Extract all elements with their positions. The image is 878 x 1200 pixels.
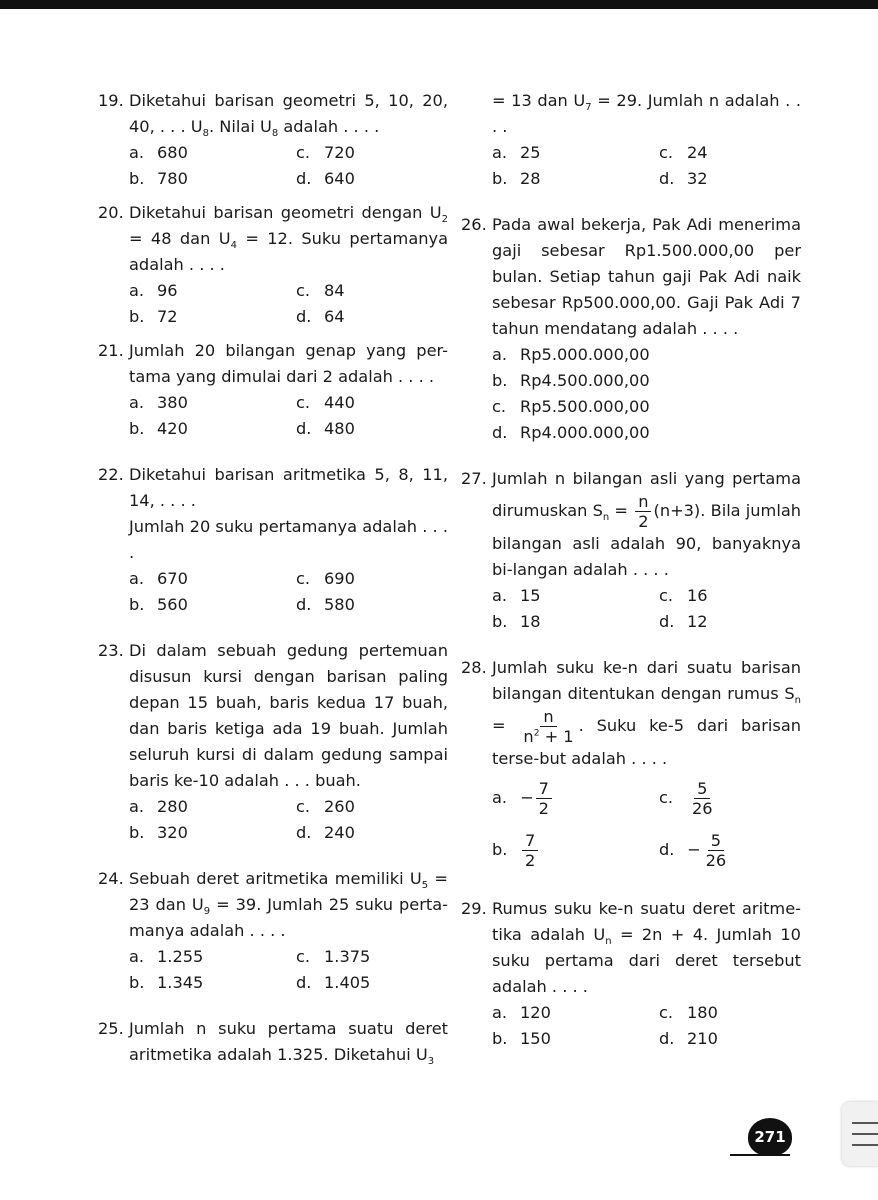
question-stem-part1: Jumlah n suku pertama suatu deret aritmetika adalah 1.325. Diketahui $U_3$ (129, 1019, 448, 1067)
option-b[interactable]: b. 560 (129, 595, 188, 614)
option-d[interactable]: d. 64 (296, 307, 345, 326)
question-number: 23. (98, 641, 124, 660)
page-number: 271 (754, 1128, 786, 1146)
option-b[interactable]: b. Rp4.500.000,00 (492, 371, 650, 390)
question-number: 24. (98, 869, 124, 888)
option-a[interactable]: a. 25 (492, 143, 541, 162)
option-b[interactable]: b. 18 (492, 612, 541, 631)
page-number-badge (748, 1118, 792, 1156)
question-number: 22. (98, 465, 124, 484)
option-a[interactable]: a. 280 (129, 797, 188, 816)
option-d[interactable]: d. 210 (659, 1029, 718, 1048)
question-number: 21. (98, 341, 124, 360)
option-b[interactable]: b. 150 (492, 1029, 551, 1048)
option-c[interactable]: c. Rp5.500.000,00 (492, 397, 650, 416)
option-a[interactable]: a. − $\frac{7}{2}$ (492, 772, 659, 824)
option-c[interactable]: c. 84 (296, 281, 345, 300)
question-24 (98, 866, 448, 996)
question-number: 20. (98, 203, 124, 222)
question-27 (461, 466, 801, 635)
question-21 (98, 338, 448, 442)
page-number-underline (730, 1154, 790, 1156)
option-a[interactable]: a. 380 (129, 393, 188, 412)
question-26 (461, 212, 801, 446)
option-d[interactable]: d. 580 (296, 595, 355, 614)
option-c[interactable]: c. 720 (296, 143, 355, 162)
option-c[interactable]: c. 260 (296, 797, 355, 816)
menu-icon[interactable] (842, 1102, 878, 1166)
option-c[interactable]: c. 1.375 (296, 947, 371, 966)
option-c[interactable]: c. 16 (659, 586, 708, 605)
question-stem: Sebuah deret aritmetika memiliki $U_5 = 23$ dan $U_9 = 39$. Jumlah 25 suku perta-manya adalah . . . . (129, 869, 448, 940)
option-b[interactable]: b. 28 (492, 169, 541, 188)
left-column (98, 88, 448, 1068)
question-29 (461, 896, 801, 1052)
option-a[interactable]: a. 96 (129, 281, 178, 300)
option-c[interactable]: c. $\frac{5}{26}$ (659, 778, 713, 818)
question-stem: Jumlah suku ke-n dari suatu barisan bilangan ditentukan dengan rumus $S_n$ = $\frac{n}{n^2 + 1}$ . Suku ke-5 dari barisan terse-but adalah . . . . (492, 658, 801, 768)
question-stem: Jumlah n bilangan asli yang pertama dirumuskan $S_n$ = $\frac{n}{2}$ (n+3). Bila jumlah bilangan asli adalah 90, banyaknya bi-langan adalah . . . . (492, 469, 801, 579)
question-stem: Di dalam sebuah gedung pertemuan disusun kursi dengan barisan paling depan 15 buah, baris kedua 17 buah, dan baris ketiga ada 19 buah. Jumlah seluruh kursi di dalam gedung sampai baris ke-10 adalah . . . buah. (129, 641, 448, 790)
option-a[interactable]: a. 120 (492, 1003, 551, 1022)
question-19 (98, 88, 448, 192)
option-c[interactable]: c. 690 (296, 569, 355, 588)
option-b[interactable]: b. $\frac{7}{2}$ (492, 824, 659, 876)
option-d[interactable]: d. 1.405 (296, 973, 371, 992)
option-a[interactable]: a. Rp5.000.000,00 (492, 345, 650, 364)
option-b[interactable]: b. 320 (129, 823, 188, 842)
option-b[interactable]: b. 780 (129, 169, 188, 188)
fraction: $\frac{n}{2}$ (635, 492, 651, 531)
question-28 (461, 655, 801, 876)
option-b[interactable]: b. 1.345 (129, 973, 204, 992)
option-d[interactable]: d. − $\frac{5}{26}$ (659, 830, 727, 870)
question-stem-part2: = 13 dan $U_7 = 29$. Jumlah n adalah . . . . (492, 91, 801, 136)
option-d[interactable]: d. 640 (296, 169, 355, 188)
option-c[interactable]: c. 24 (659, 143, 708, 162)
question-23 (98, 638, 448, 846)
question-number: 29. (461, 899, 487, 918)
option-b[interactable]: b. 420 (129, 419, 188, 438)
option-d[interactable]: d. Rp4.000.000,00 (492, 423, 650, 442)
option-d[interactable]: d. 32 (659, 169, 708, 188)
option-a[interactable]: a. 1.255 (129, 947, 204, 966)
question-number: 26. (461, 215, 487, 234)
option-a[interactable]: a. 670 (129, 569, 188, 588)
question-stem: Pada awal bekerja, Pak Adi menerima gaji sebesar Rp1.500.000,00 per bulan. Setiap tahun gaji Pak Adi naik sebesar Rp500.000,00. Gaji Pak Adi 7 tahun mendatang adalah . . . . (492, 215, 801, 338)
question-22 (98, 462, 448, 618)
question-stem: Rumus suku ke-n suatu deret aritme-tika adalah $U_n = 2n + 4$. Jumlah 10 suku pertama dari deret tersebut adalah . . . . (492, 899, 801, 996)
question-25-continued (461, 88, 801, 192)
option-b[interactable]: b. 72 (129, 307, 178, 326)
question-number: 19. (98, 91, 124, 110)
question-20 (98, 200, 448, 330)
option-a[interactable]: a. 15 (492, 586, 541, 605)
right-column (461, 88, 801, 1052)
option-d[interactable]: d. 240 (296, 823, 355, 842)
option-d[interactable]: d. 12 (659, 612, 708, 631)
question-stem: Jumlah 20 bilangan genap yang per-tama yang dimulai dari 2 adalah . . . . (129, 341, 448, 386)
question-stem-2: Jumlah 20 suku pertamanya adalah . . . . (129, 517, 448, 562)
question-number: 27. (461, 469, 487, 488)
question-number: 28. (461, 658, 487, 677)
option-c[interactable]: c. 180 (659, 1003, 718, 1022)
question-stem: Diketahui barisan aritmetika 5, 8, 11, 14, . . . . (129, 465, 448, 510)
option-c[interactable]: c. 440 (296, 393, 355, 412)
top-border (0, 0, 878, 9)
question-stem: Diketahui barisan geometri 5, 10, 20, 40, . . . $U_8$. Nilai $U_8$ adalah . . . . (129, 91, 448, 139)
option-a[interactable]: a. 680 (129, 143, 188, 162)
question-25 (98, 1016, 448, 1068)
question-number: 25. (98, 1019, 124, 1038)
fraction: $\frac{n}{n^2 + 1}$ (523, 707, 574, 746)
question-stem: Diketahui barisan geometri dengan $U_2 = 48$ dan $U_4 = 12$. Suku pertamanya adalah . . . . (129, 203, 448, 274)
option-d[interactable]: d. 480 (296, 419, 355, 438)
